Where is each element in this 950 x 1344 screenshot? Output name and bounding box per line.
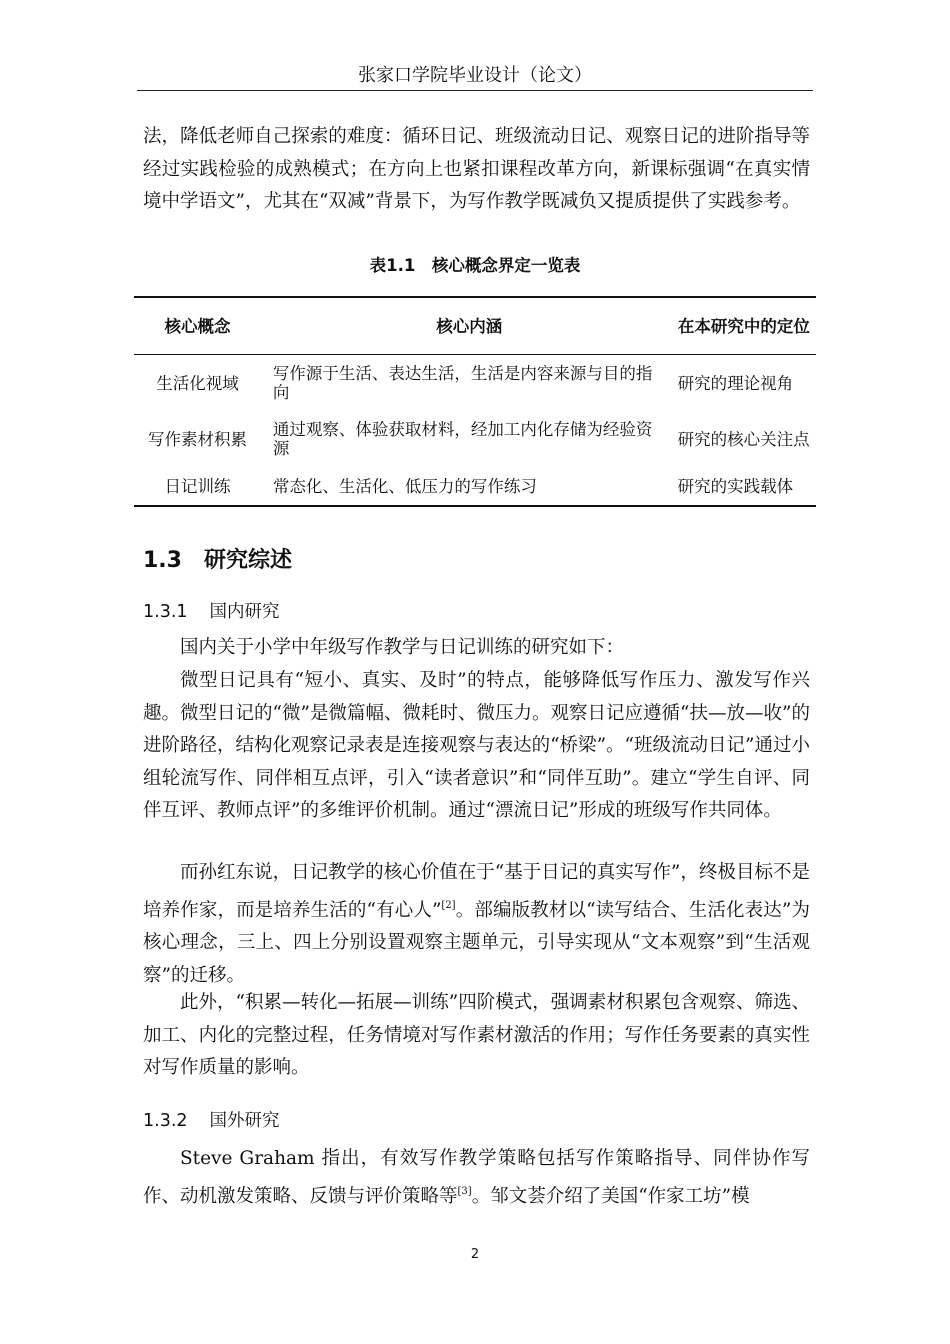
table-row bbox=[134, 411, 816, 467]
section-heading bbox=[143, 543, 292, 574]
citation-ref: [3] bbox=[457, 1185, 472, 1197]
paragraph-text: Steve Graham 指出，有效写作教学策略包括写作策略指导、同伴协作写作、动机激发策略、反馈与评价策略等 bbox=[143, 1148, 810, 1207]
body-paragraph: 国内关于小学中年级写作教学与日记训练的研究如下： bbox=[180, 637, 625, 658]
table-header-row bbox=[134, 297, 816, 355]
table-header-cell: 在本研究中的定位 bbox=[677, 316, 810, 336]
subsection-title: 国内研究 bbox=[209, 602, 280, 622]
paragraph-text: 。邹文荟介绍了美国“作家工坊”模 bbox=[471, 1185, 750, 1207]
section-title: 研究综述 bbox=[203, 548, 292, 573]
concept-table bbox=[134, 296, 816, 507]
table-caption: 表1.1 核心概念界定一览表 bbox=[369, 256, 581, 275]
table-header-cell: 核心概念 bbox=[164, 316, 231, 336]
subsection-number: 1.3.2 bbox=[143, 1111, 188, 1131]
body-paragraph bbox=[143, 1143, 810, 1213]
subsection-title: 国外研究 bbox=[209, 1111, 280, 1131]
subsection-heading bbox=[143, 598, 280, 623]
page-number: 2 bbox=[470, 1247, 480, 1262]
table-cell: 研究的理论视角 bbox=[677, 373, 794, 393]
table-header-cell: 核心内涵 bbox=[436, 316, 503, 336]
page-header bbox=[137, 62, 813, 91]
table-cell: 写作素材积累 bbox=[147, 429, 247, 449]
table-cell: 日记训练 bbox=[164, 476, 231, 496]
table-cell: 研究的实践载体 bbox=[677, 476, 794, 496]
subsection-number: 1.3.1 bbox=[143, 602, 188, 622]
table-row bbox=[134, 467, 816, 506]
subsection-heading bbox=[143, 1107, 280, 1132]
citation-ref: [2] bbox=[441, 899, 456, 911]
table-cell: 常态化、生活化、低压力的写作练习 bbox=[272, 476, 537, 496]
paragraph-text: 。部编版教材以“读写结合、生活化表达”为核心理念，三上、四上分别设置观察主题单元，引导实现从“文本观察”到“生活观察”的迁移。 bbox=[143, 899, 811, 986]
table-cell: 生活化视域 bbox=[156, 373, 239, 393]
body-paragraph: 此外，“积累—转化—拓展—训练”四阶模式，强调素材积累包含观察、筛选、加工、内化的完整过程，任务情境对写作素材激活的作用；写作任务要素的真实性对写作质量的影响。 bbox=[143, 992, 810, 1078]
paragraph-text: 而孙红东说，日记教学的核心价值在于“基于日记的真实写作”，终极目标不是培养作家，而是培养生活的“有心人” bbox=[143, 862, 810, 921]
body-paragraph bbox=[143, 857, 810, 992]
table-cell: 通过观察、体验获取材料，经加工内化存储为经验资源 bbox=[272, 420, 653, 458]
table-cell: 写作源于生活、表达生活，生活是内容来源与目的指向 bbox=[272, 364, 653, 402]
header-title: 张家口学院毕业设计（论文） bbox=[358, 65, 592, 86]
intro-paragraph: 法，降低老师自己探索的难度：循环日记、班级流动日记、观察日记的进阶指导等经过实践检验的成熟模式；在方向上也紧扣课程改革方向，新课标强调“在真实情境中学语文”，尤其在“双减”背景下，为写作教学既减负又提质提供了实践参考。 bbox=[143, 126, 810, 212]
table-row bbox=[134, 355, 816, 412]
table-cell: 研究的核心关注点 bbox=[677, 429, 810, 449]
section-number: 1.3 bbox=[143, 548, 182, 573]
body-paragraph: 微型日记具有“短小、真实、及时”的特点，能够降低写作压力、激发写作兴趣。微型日记的“微”是微篇幅、微耗时、微压力。观察日记应遵循“扶—放—收”的进阶路径，结构化观察记录表是连接观察与表达的“桥梁”。“班级流动日记”通过小组轮流写作、同伴相互点评，引入“读者意识”和“同伴互助”。建立“学生自评、同伴互评、教师点评”的多维评价机制。通过“漂流日记”形成的班级写作共同体。 bbox=[143, 670, 810, 821]
